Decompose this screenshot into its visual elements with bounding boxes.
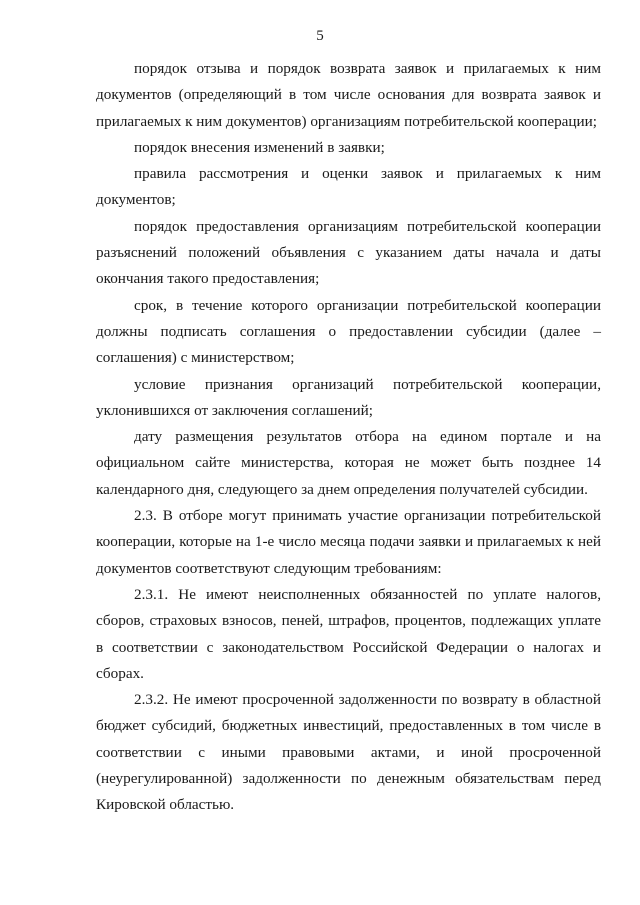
- page-number: 5: [316, 28, 324, 44]
- paragraph-results-publication-date: дату размещения результатов отбора на едином портале и на официальном сайте министерства, которая не может быть позднее 14 календарного дня, следующего за днем определения получателей субсидии.: [96, 428, 601, 498]
- paragraph-2-3-2-no-overdue-debt: 2.3.2. Не имеют просроченной задолженности по возврату в областной бюджет субсидий, бюджетных инвестиций, предоставленных в том числе в соответствии с иными правовыми актами, и иной просроченной (неурегулированной) задолженности по денежным обязательствам перед Кировской областью.: [96, 691, 601, 814]
- paragraph-signing-deadline: срок, в течение которого организации потребительской кооперации должны подписать соглашения о предоставлении субсидии (далее – соглашения) с министерством;: [96, 296, 601, 367]
- paragraph-evaluation-rules: правила рассмотрения и оценки заявок и прилагаемых к ним документов;: [96, 165, 601, 209]
- paragraph-withdrawal-procedure: порядок отзыва и порядок возврата заявок и прилагаемых к ним документов (определяющий в том числе основания для возврата заявок и прилагаемых к ним документов) организациям потребительской кооперации;: [96, 60, 601, 130]
- paragraph-amendment-procedure: порядок внесения изменений в заявки;: [134, 138, 385, 156]
- paragraph-clarification-procedure: порядок предоставления организациям потребительской кооперации разъяснений положений объявления с указанием даты начала и даты окончания такого предоставления;: [96, 217, 601, 288]
- document-body: [96, 56, 601, 819]
- paragraph-2-3-1-no-tax-debt: 2.3.1. Не имеют неисполненных обязанностей по уплате налогов, сборов, страховых взносов, пеней, штрафов, процентов, подлежащих уплате в соответствии с законодательством Российской Федерации о налогах и сборах.: [96, 585, 601, 682]
- paragraph-evasion-condition: условие признания организаций потребительской кооперации, уклонившихся от заключения соглашений;: [96, 375, 601, 419]
- paragraph-2-3-eligibility: 2.3. В отборе могут принимать участие организации потребительской кооперации, которые на 1-е число месяца подачи заявки и прилагаемых к ней документов соответствуют следующим требованиям:: [96, 507, 601, 577]
